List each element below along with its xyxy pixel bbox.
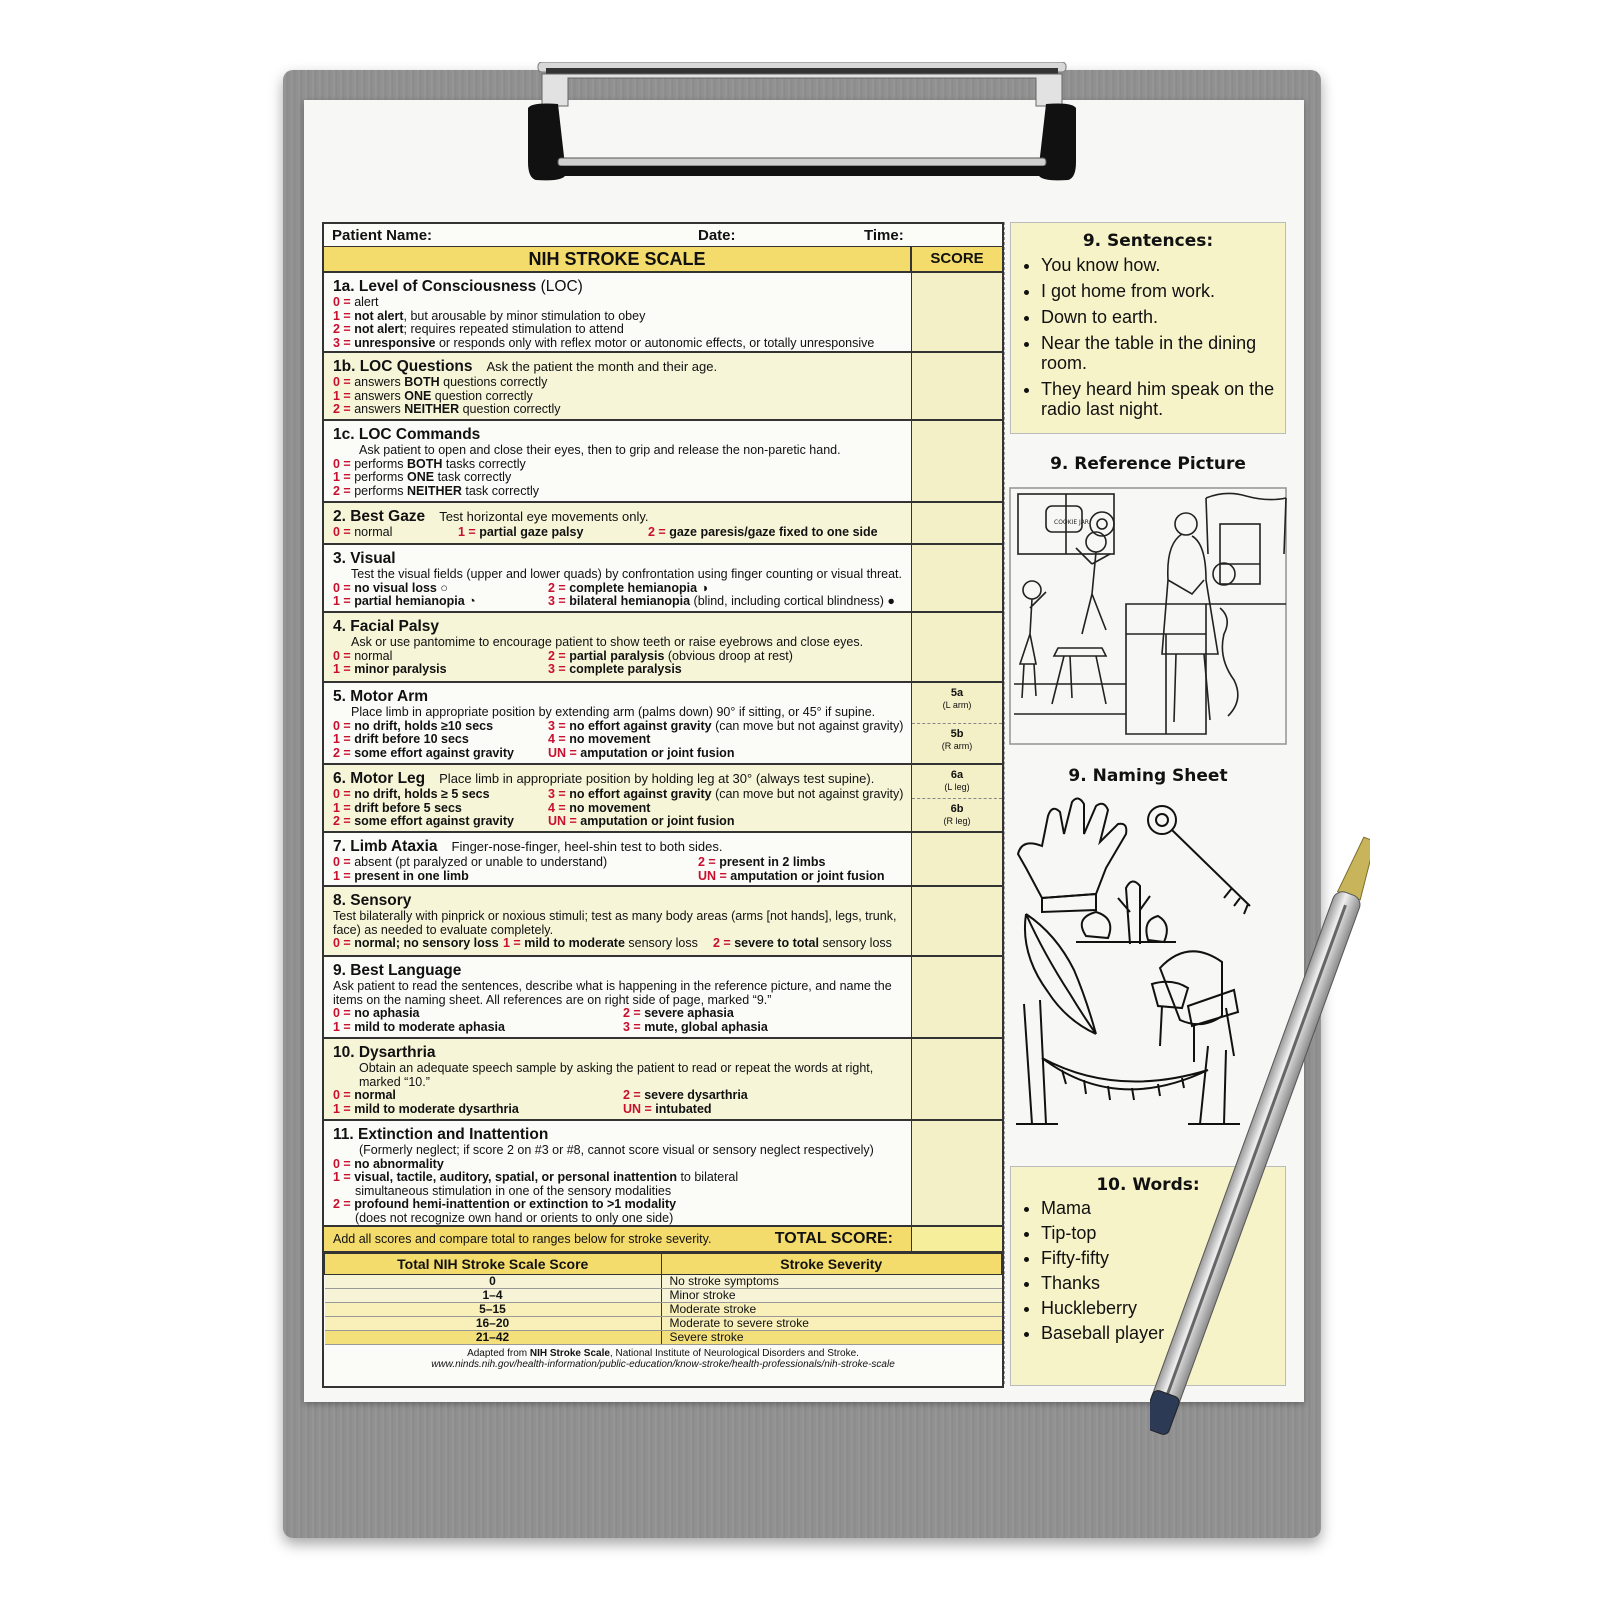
option-code: 3 = bbox=[623, 1019, 641, 1034]
item-9-row bbox=[324, 957, 1002, 1039]
list-item: • Down to earth. bbox=[1041, 307, 1285, 327]
option-text: questions correctly bbox=[439, 375, 548, 389]
table-row bbox=[325, 1317, 1002, 1331]
pen-tip-icon bbox=[1338, 835, 1370, 900]
option-code: 3 = bbox=[548, 594, 566, 609]
option-text: not alert bbox=[350, 322, 404, 337]
item-6-row bbox=[324, 765, 1002, 833]
item-note: Test the visual fields (upper and lower quads) by confrontation using finger counting or visual threat. bbox=[351, 567, 903, 581]
item-note: Ask the patient the month and their age. bbox=[486, 359, 718, 374]
item-note: Place limb in appropriate position by extending arm (palms down) 90° if sitting, or 45° if supine. bbox=[351, 705, 876, 719]
item-note: (Formerly neglect; if score 2 on #3 or #8, cannot score visual or sensory neglect respectively) bbox=[359, 1143, 874, 1157]
item-note: Place limb in appropriate position by holding leg at 30° (always test supine). bbox=[439, 771, 875, 786]
option-text: ONE bbox=[407, 470, 435, 485]
time-field[interactable]: Time: bbox=[864, 226, 904, 244]
list-item: • I got home from work. bbox=[1041, 281, 1285, 301]
item-3-row bbox=[324, 545, 1002, 613]
score-cell-3[interactable] bbox=[911, 545, 1002, 611]
option-text: answers bbox=[350, 375, 405, 389]
stroke-scale-form bbox=[322, 222, 1004, 1388]
option-code: UN = bbox=[548, 814, 577, 829]
option-code: 0 = bbox=[333, 295, 351, 309]
option-text: complete paralysis bbox=[565, 662, 682, 677]
option-text: no movement bbox=[565, 800, 651, 815]
option-code: 2 = bbox=[333, 402, 351, 417]
option-text: (can move but not against gravity) bbox=[711, 787, 904, 801]
score-sublabel: (L arm) bbox=[942, 700, 972, 710]
score-cell-11[interactable] bbox=[911, 1121, 1002, 1225]
item-title: 9. Best Language bbox=[333, 962, 462, 979]
item-11-row bbox=[324, 1121, 1002, 1227]
option-text: severe dysarthria bbox=[640, 1088, 748, 1103]
option-text: partial paralysis bbox=[565, 648, 665, 663]
option-text: , but arousable by minor stimulation to obey bbox=[403, 308, 646, 323]
option-code: 0 = bbox=[333, 1156, 351, 1171]
score-label: 6b bbox=[950, 802, 964, 815]
clipboard-clip bbox=[528, 62, 1076, 192]
sentences-title: 9. Sentences: bbox=[1082, 231, 1214, 251]
option-code: 1 = bbox=[333, 1019, 351, 1034]
total-instruction: Add all scores and compare total to ranges below for stroke severity. bbox=[333, 1232, 712, 1246]
item-note: Test horizontal eye movements only. bbox=[439, 509, 649, 524]
form-header bbox=[324, 224, 1002, 247]
visual-field-half-icon: ◑ bbox=[700, 580, 709, 595]
item-title: 7. Limb Ataxia bbox=[333, 838, 438, 855]
citation-prefix: Adapted from bbox=[467, 1348, 530, 1359]
option-code: 0 = bbox=[333, 1088, 351, 1103]
item-note: Ask or use pantomime to encourage patient to show teeth or raise eyebrows and close eyes. bbox=[351, 635, 864, 649]
option-code: 4 = bbox=[548, 732, 566, 747]
option-code: 0 = bbox=[333, 580, 351, 595]
option-text: absent (pt paralyzed or unable to understand) bbox=[350, 855, 608, 869]
option-code: 0 = bbox=[333, 648, 351, 663]
option-text: simultaneous stimulation in one of the sensory modalities bbox=[355, 1183, 672, 1198]
severity-table bbox=[324, 1253, 1002, 1345]
option-text: no effort against gravity bbox=[565, 787, 712, 801]
score-cell-8[interactable] bbox=[911, 887, 1002, 955]
score-range: 21–42 bbox=[325, 1331, 662, 1345]
option-text: performs bbox=[350, 483, 407, 498]
option-text: gaze paresis/gaze fixed to one side bbox=[665, 525, 878, 539]
citation-url[interactable]: www.ninds.nih.gov/health-information/public-education/know-stroke/health-professionals/nih-stroke-scale bbox=[431, 1359, 895, 1370]
option-text: no drift, holds ≥ 5 secs bbox=[350, 787, 490, 801]
option-text: question correctly bbox=[431, 388, 533, 403]
option-code: 3 = bbox=[548, 787, 566, 801]
item-note: Test bilaterally with pinprick or noxious stimuli; test as many body areas (arms [not hands], legs, trunk, face) as needed to evaluate completely. bbox=[333, 909, 897, 937]
severity-header-severity: Stroke Severity bbox=[661, 1254, 1002, 1275]
option-code: 3 = bbox=[333, 335, 351, 350]
option-text: severe aphasia bbox=[640, 1006, 734, 1021]
item-10-row bbox=[324, 1039, 1002, 1121]
item-8-row bbox=[324, 887, 1002, 957]
score-label: 5b bbox=[950, 727, 964, 740]
option-text: no effort against gravity bbox=[565, 718, 712, 733]
item-1c-row bbox=[324, 421, 1002, 503]
visual-field-quarter-icon: ◔ bbox=[468, 594, 476, 609]
severity-label: Moderate stroke bbox=[661, 1303, 1002, 1317]
option-text: complete hemianopia bbox=[565, 580, 698, 595]
item-title: 6. Motor Leg bbox=[333, 770, 426, 787]
option-code: 2 = bbox=[333, 1197, 351, 1212]
option-code: 2 = bbox=[333, 483, 351, 498]
option-code: 0 = bbox=[333, 787, 351, 801]
option-code: 2 = bbox=[333, 322, 351, 337]
score-cell-1b[interactable] bbox=[911, 353, 1002, 419]
option-code: 0 = bbox=[333, 375, 351, 389]
item-2-row bbox=[324, 503, 1002, 545]
option-code: 2 = bbox=[548, 580, 566, 595]
option-code: UN = bbox=[698, 868, 727, 883]
vertical-divider bbox=[1004, 222, 1005, 1384]
item-title: 1c. LOC Commands bbox=[333, 426, 481, 443]
option-code: 1 = bbox=[333, 732, 351, 747]
item-title: 5. Motor Arm bbox=[333, 688, 429, 705]
glove-icon bbox=[1018, 798, 1126, 912]
option-text: severe to total bbox=[730, 936, 819, 951]
score-cell-9[interactable] bbox=[911, 957, 1002, 1037]
naming-sheet-title: 9. Naming Sheet bbox=[1068, 766, 1228, 786]
table-row bbox=[325, 1289, 1002, 1303]
item-title: 1b. LOC Questions bbox=[333, 358, 473, 375]
option-text: tasks correctly bbox=[442, 456, 526, 471]
option-text: normal bbox=[350, 525, 393, 539]
option-text: amputation or joint fusion bbox=[726, 868, 885, 883]
cookie-jar-label: COOKIE JAR bbox=[1054, 519, 1089, 526]
option-code: 1 = bbox=[333, 308, 351, 323]
reference-picture-title: 9. Reference Picture bbox=[1050, 454, 1246, 474]
option-text: alert bbox=[350, 295, 379, 309]
list-item: • Near the table in the dining room. bbox=[1041, 333, 1285, 373]
score-cell-2[interactable] bbox=[911, 503, 1002, 543]
option-text: unresponsive bbox=[350, 335, 436, 350]
list-item: • Mama bbox=[1041, 1199, 1285, 1218]
score-cell-6b[interactable] bbox=[912, 799, 1002, 832]
option-text: amputation or joint fusion bbox=[576, 745, 735, 760]
option-code: 1 = bbox=[333, 470, 351, 485]
visual-field-normal-icon: ○ bbox=[440, 580, 448, 595]
option-code: 3 = bbox=[548, 662, 566, 677]
option-code: 4 = bbox=[548, 800, 566, 815]
item-note: Obtain an adequate speech sample by asking the patient to read or repeat the words at right, marked “10.” bbox=[359, 1061, 874, 1089]
option-text: present in 2 limbs bbox=[715, 855, 826, 869]
option-text: normal; no sensory loss bbox=[350, 936, 499, 951]
item-title: 10. Dysarthria bbox=[333, 1044, 436, 1061]
list-item: • Tip-top bbox=[1041, 1224, 1285, 1243]
option-text: mild to moderate bbox=[520, 936, 625, 951]
option-text: some effort against gravity bbox=[350, 745, 514, 760]
option-text: partial hemianopia bbox=[350, 594, 465, 609]
option-code: 0 = bbox=[333, 936, 351, 951]
option-text: no aphasia bbox=[350, 1006, 420, 1021]
option-text: NEITHER bbox=[404, 402, 460, 417]
option-code: 1 = bbox=[333, 594, 351, 609]
list-item: • Huckleberry bbox=[1041, 1299, 1285, 1318]
item-note: Ask patient to open and close their eyes, then to grip and release the non-paretic hand. bbox=[359, 443, 841, 457]
option-text: normal bbox=[350, 648, 393, 663]
option-code: 1 = bbox=[333, 1170, 351, 1185]
option-code: 2 = bbox=[623, 1088, 641, 1103]
option-text: no visual loss bbox=[350, 580, 437, 595]
pen[interactable] bbox=[1150, 810, 1370, 1470]
form-title: NIH STROKE SCALE bbox=[528, 249, 706, 269]
option-text: mild to moderate dysarthria bbox=[350, 1101, 519, 1116]
option-code: 1 = bbox=[503, 936, 521, 951]
score-cell-4[interactable] bbox=[911, 613, 1002, 681]
option-code: UN = bbox=[548, 745, 577, 760]
table-row bbox=[325, 1303, 1002, 1317]
option-text: partial gaze palsy bbox=[475, 525, 584, 539]
item-title: 2. Best Gaze bbox=[333, 508, 426, 525]
score-cell-5a[interactable] bbox=[912, 683, 1002, 724]
total-score-bar bbox=[324, 1227, 1002, 1253]
option-code: 0 = bbox=[333, 718, 351, 733]
option-text: performs bbox=[350, 470, 407, 485]
option-code: 2 = bbox=[333, 814, 351, 829]
option-text: answers bbox=[350, 388, 405, 403]
option-code: 1 = bbox=[333, 388, 351, 403]
score-cell-7[interactable] bbox=[911, 833, 1002, 885]
item-7-row bbox=[324, 833, 1002, 887]
option-code: 1 = bbox=[333, 1101, 351, 1116]
visual-field-full-icon: ● bbox=[887, 594, 895, 609]
patient-name-field[interactable]: Patient Name: bbox=[332, 226, 433, 244]
item-1b-row bbox=[324, 353, 1002, 421]
feather-icon bbox=[1025, 914, 1096, 1034]
option-text: profound hemi-inattention or extinction to >1 modality bbox=[350, 1197, 677, 1212]
option-text: (obvious droop at rest) bbox=[664, 648, 793, 663]
cookie-theft-picture bbox=[1006, 484, 1290, 748]
score-range: 0 bbox=[325, 1275, 662, 1289]
citation-source: NIH Stroke Scale bbox=[529, 1348, 610, 1359]
option-text: answers bbox=[350, 402, 405, 417]
option-code: 1 = bbox=[458, 525, 476, 539]
option-text: BOTH bbox=[407, 456, 443, 471]
score-cell-1c[interactable] bbox=[911, 421, 1002, 501]
option-code: 1 = bbox=[333, 868, 351, 883]
option-text: intubated bbox=[651, 1101, 712, 1116]
option-text: ONE bbox=[404, 388, 432, 403]
option-text: or responds only with reflex motor or autonomic effects, or totally unresponsive bbox=[435, 335, 875, 350]
option-code: 2 = bbox=[623, 1006, 641, 1021]
option-code: 2 = bbox=[648, 525, 666, 539]
option-text: drift before 5 secs bbox=[350, 800, 462, 815]
item-5-row bbox=[324, 683, 1002, 765]
total-score-label: TOTAL SCORE: bbox=[774, 1230, 893, 1247]
option-code: UN = bbox=[623, 1101, 652, 1116]
option-code: 1 = bbox=[333, 800, 351, 815]
option-text: minor paralysis bbox=[350, 662, 447, 677]
option-code: 2 = bbox=[698, 855, 716, 869]
option-code: 2 = bbox=[713, 936, 731, 951]
words-title: 10. Words: bbox=[1096, 1175, 1200, 1195]
option-text: sensory loss bbox=[818, 936, 892, 951]
item-note: Ask patient to read the sentences, describe what is happening in the reference picture, and name the items on the naming sheet. All references are on right side of page, marked “9.” bbox=[333, 979, 892, 1007]
option-code: 0 = bbox=[333, 525, 351, 539]
option-code: 1 = bbox=[333, 662, 351, 677]
option-code: 0 = bbox=[333, 1006, 351, 1021]
score-range: 5–15 bbox=[325, 1303, 662, 1317]
option-text: not alert bbox=[350, 308, 404, 323]
date-field[interactable]: Date: bbox=[698, 226, 736, 244]
item-title: 11. Extinction and Inattention bbox=[333, 1126, 549, 1143]
severity-label: No stroke symptoms bbox=[661, 1275, 1002, 1289]
score-cell-5 bbox=[911, 683, 1002, 763]
form-title-bar bbox=[324, 247, 1002, 273]
table-row bbox=[325, 1275, 1002, 1289]
score-sublabel: (R leg) bbox=[943, 815, 971, 826]
list-item: • Thanks bbox=[1041, 1274, 1285, 1293]
score-range: 1–4 bbox=[325, 1289, 662, 1303]
option-code: 0 = bbox=[333, 855, 351, 869]
item-note: Finger-nose-finger, heel-shin test to both sides. bbox=[451, 839, 723, 854]
list-item: • Baseball player bbox=[1041, 1324, 1285, 1343]
option-text: (can move but not against gravity) bbox=[711, 718, 904, 733]
score-label: 6a bbox=[950, 769, 964, 781]
item-title: 4. Facial Palsy bbox=[333, 618, 439, 635]
option-text: BOTH bbox=[404, 375, 440, 389]
option-code: 2 = bbox=[333, 745, 351, 760]
option-text: visual, tactile, auditory, spatial, or personal inattention bbox=[350, 1170, 677, 1185]
option-text: drift before 10 secs bbox=[350, 732, 469, 747]
option-text: (blind, including cortical blindness) bbox=[690, 594, 884, 609]
score-label: 5a bbox=[950, 687, 964, 699]
severity-header-score: Total NIH Stroke Scale Score bbox=[325, 1254, 662, 1275]
option-code: 0 = bbox=[333, 456, 351, 471]
score-cell-1a[interactable] bbox=[911, 273, 1002, 351]
option-text: no movement bbox=[565, 732, 651, 747]
option-text: (does not recognize own hand or orients to only one side) bbox=[355, 1210, 674, 1225]
option-text: amputation or joint fusion bbox=[576, 814, 735, 829]
score-cell-6a[interactable] bbox=[912, 765, 1002, 799]
score-sublabel: (R arm) bbox=[941, 740, 973, 751]
item-title: 3. Visual bbox=[333, 550, 396, 567]
option-code: 3 = bbox=[548, 718, 566, 733]
option-text: sensory loss bbox=[624, 936, 698, 951]
option-text: performs bbox=[350, 456, 407, 471]
option-code: 2 = bbox=[548, 648, 566, 663]
score-cell-6 bbox=[911, 765, 1002, 831]
citation bbox=[324, 1345, 1002, 1370]
list-item: • They heard him speak on the radio last night. bbox=[1041, 379, 1285, 419]
option-text: present in one limb bbox=[350, 868, 469, 883]
severity-label: Moderate to severe stroke bbox=[661, 1317, 1002, 1331]
option-text: question correctly bbox=[459, 402, 561, 417]
list-item: • You know how. bbox=[1041, 255, 1285, 275]
severity-label: Minor stroke bbox=[661, 1289, 1002, 1303]
option-text: no drift, holds ≥10 secs bbox=[350, 718, 494, 733]
score-cell-5b[interactable] bbox=[912, 724, 1002, 764]
option-text: no abnormality bbox=[350, 1156, 444, 1171]
option-text: task correctly bbox=[434, 470, 512, 485]
option-text: mild to moderate aphasia bbox=[350, 1019, 505, 1034]
item-title: 8. Sensory bbox=[333, 892, 412, 909]
option-text: NEITHER bbox=[407, 483, 462, 498]
score-column-header: SCORE bbox=[910, 247, 1002, 271]
option-text: to bilateral bbox=[676, 1170, 739, 1185]
option-text: bilateral hemianopia bbox=[565, 594, 691, 609]
score-sublabel: (L leg) bbox=[944, 782, 970, 792]
option-text: task correctly bbox=[461, 483, 539, 498]
item-title: 1a. Level of Consciousness bbox=[333, 278, 537, 295]
list-item: • Fifty-fifty bbox=[1041, 1249, 1285, 1268]
score-range: 16–20 bbox=[325, 1317, 662, 1331]
option-text: normal bbox=[350, 1088, 396, 1103]
item-4-row bbox=[324, 613, 1002, 683]
option-text: ; requires repeated stimulation to attend bbox=[403, 322, 624, 337]
score-cell-10[interactable] bbox=[911, 1039, 1002, 1119]
option-text: mute, global aphasia bbox=[640, 1019, 768, 1034]
sentences-list bbox=[1011, 255, 1285, 419]
option-text: some effort against gravity bbox=[350, 814, 514, 829]
citation-suffix: , National Institute of Neurological Disorders and Stroke. bbox=[609, 1348, 859, 1359]
severity-label: Severe stroke bbox=[661, 1331, 1002, 1345]
item-1a-row bbox=[324, 273, 1002, 353]
item-title-suffix: (LOC) bbox=[536, 278, 583, 295]
table-row bbox=[325, 1331, 1002, 1345]
sentences-panel bbox=[1010, 222, 1286, 434]
total-score-cell[interactable] bbox=[911, 1227, 1002, 1251]
